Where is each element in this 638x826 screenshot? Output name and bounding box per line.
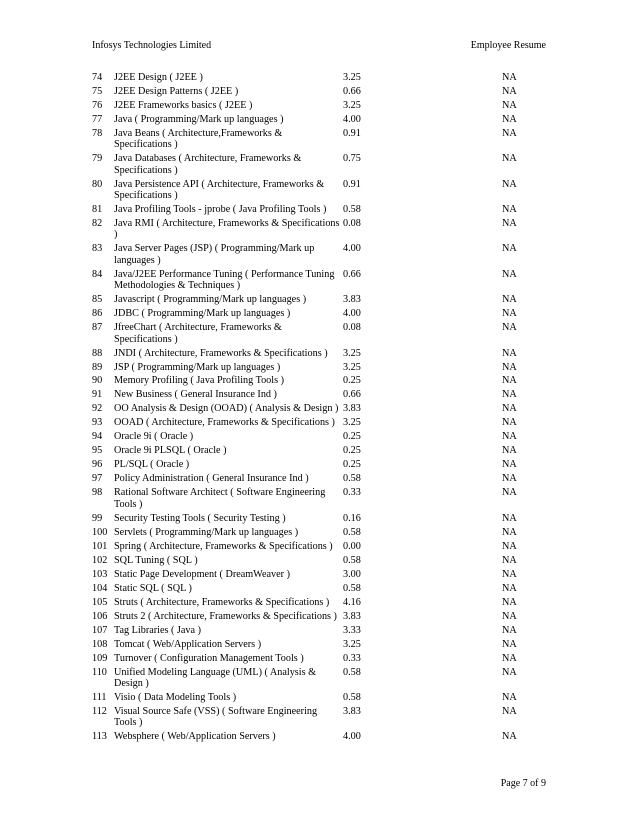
table-row (92, 611, 547, 625)
table-row (92, 403, 547, 417)
table-row (92, 114, 547, 128)
row-number: 74 (92, 72, 103, 83)
skill-score: 0.33 (343, 487, 361, 499)
row-number: 92 (92, 403, 103, 415)
skill-description (114, 667, 340, 690)
skill-description-line: PL/SQL ( Oracle ) (114, 459, 190, 471)
table-row (92, 706, 547, 731)
skill-rating: NA (502, 568, 517, 580)
row-number: 98 (92, 487, 103, 499)
table-row (92, 569, 547, 583)
table-row (92, 459, 547, 473)
skill-rating: NA (502, 731, 517, 743)
skill-score: 0.58 (343, 526, 361, 538)
skill-description-line: Java Beans ( Architecture,Frameworks & (114, 127, 283, 139)
skill-score: 0.16 (343, 512, 361, 524)
table-row (92, 375, 547, 389)
skill-description (114, 513, 340, 524)
table-row (92, 128, 547, 153)
row-number: 102 (92, 554, 108, 566)
skill-description (114, 473, 340, 484)
skill-score: 0.25 (343, 431, 361, 443)
row-number: 76 (92, 99, 103, 111)
row-number: 90 (92, 375, 103, 387)
skill-description (114, 114, 340, 125)
page-header (92, 40, 546, 54)
skill-description-line: Javascript ( Programming/Mark up languages ) (114, 294, 307, 306)
skill-description-line: Visio ( Data Modeling Tools ) (114, 691, 237, 703)
skill-description-line: Tag Libraries ( Java ) (114, 624, 201, 636)
table-row (92, 653, 547, 667)
skill-description-line: Static SQL ( SQL ) (114, 582, 192, 594)
skill-score: 3.83 (343, 294, 361, 306)
skill-description-line: Oracle 9i PLSQL ( Oracle ) (114, 445, 227, 457)
row-number: 109 (92, 652, 108, 664)
skill-description-line: Java/J2EE Performance Tuning ( Performance Tuning (114, 268, 335, 280)
skill-description-line: Java RMI ( Architecture, Frameworks & Specifications (114, 218, 340, 230)
table-row (92, 445, 547, 459)
skill-rating: NA (502, 512, 517, 524)
row-number: 94 (92, 431, 103, 443)
table-row (92, 431, 547, 445)
skill-score: 3.00 (343, 568, 361, 580)
skill-rating: NA (502, 610, 517, 622)
skill-rating: NA (502, 361, 517, 373)
skill-score: 0.58 (343, 554, 361, 566)
skill-description (114, 611, 340, 622)
skill-description-line: Specifications ) (114, 164, 178, 176)
skill-rating: NA (502, 417, 517, 429)
skill-description-line: ) (114, 229, 118, 241)
row-number: 81 (92, 204, 103, 216)
table-row (92, 179, 547, 204)
skill-rating: NA (502, 153, 517, 165)
page-number: Page 7 of 9 (500, 778, 546, 789)
skill-score: 4.00 (343, 113, 361, 125)
skill-description-line: Java Databases ( Architecture, Frameworks & (114, 153, 302, 165)
skill-description (114, 459, 340, 470)
skill-score: 0.58 (343, 691, 361, 703)
row-number: 82 (92, 218, 103, 230)
row-number: 85 (92, 294, 103, 306)
skill-score: 3.33 (343, 624, 361, 636)
skill-description (114, 389, 340, 400)
skill-description (114, 527, 340, 538)
row-number: 104 (92, 582, 108, 594)
skills-table (92, 72, 547, 745)
skill-rating: NA (502, 705, 517, 717)
skill-rating: NA (502, 582, 517, 594)
table-row (92, 555, 547, 569)
skill-score: 0.66 (343, 85, 361, 97)
table-row (92, 86, 547, 100)
row-number: 78 (92, 127, 103, 139)
skill-rating: NA (502, 459, 517, 471)
skill-description-line: J2EE Design ( J2EE ) (114, 72, 203, 83)
skill-description-line: Visual Source Safe (VSS) ( Software Engineering (114, 705, 318, 717)
table-row (92, 294, 547, 308)
skill-rating: NA (502, 554, 517, 566)
skill-rating: NA (502, 99, 517, 111)
skill-description-line: JDBC ( Programming/Mark up languages ) (114, 308, 291, 320)
skill-description (114, 153, 340, 176)
skill-description-line: Specifications ) (114, 333, 178, 345)
skill-rating: NA (502, 218, 517, 230)
skill-description (114, 362, 340, 373)
row-number: 87 (92, 322, 103, 334)
skill-rating: NA (502, 638, 517, 650)
skill-description (114, 431, 340, 442)
skill-description (114, 204, 340, 215)
row-number: 105 (92, 596, 108, 608)
skill-description-line: Specifications ) (114, 139, 178, 151)
skill-rating: NA (502, 596, 517, 608)
table-row (92, 218, 547, 243)
skill-rating: NA (502, 178, 517, 190)
row-number: 86 (92, 308, 103, 320)
skill-description (114, 348, 340, 359)
skill-description (114, 86, 340, 97)
row-number: 95 (92, 445, 103, 457)
skill-rating: NA (502, 652, 517, 664)
skill-rating: NA (502, 294, 517, 306)
table-row (92, 322, 547, 347)
skill-description (114, 128, 340, 151)
skill-score: 3.25 (343, 347, 361, 359)
row-number: 111 (92, 691, 107, 703)
skill-score: 0.91 (343, 178, 361, 190)
skill-score: 4.00 (343, 731, 361, 743)
table-row (92, 473, 547, 487)
skill-description (114, 72, 340, 83)
skill-description (114, 541, 340, 552)
table-row (92, 72, 547, 86)
skill-description (114, 445, 340, 456)
skill-score: 3.25 (343, 361, 361, 373)
skill-rating: NA (502, 72, 517, 83)
row-number: 107 (92, 624, 108, 636)
skill-score: 0.33 (343, 652, 361, 664)
row-number: 106 (92, 610, 108, 622)
skill-rating: NA (502, 389, 517, 401)
document-title: Employee Resume (470, 40, 546, 51)
skill-description-line: Rational Software Architect ( Software Engineering (114, 487, 326, 499)
skill-description-line: J2EE Frameworks basics ( J2EE ) (114, 99, 253, 111)
skill-score: 3.25 (343, 638, 361, 650)
table-row (92, 513, 547, 527)
skill-score: 0.25 (343, 445, 361, 457)
skill-rating: NA (502, 487, 517, 499)
skill-score: 0.25 (343, 459, 361, 471)
table-row (92, 417, 547, 431)
skill-description (114, 375, 340, 386)
table-row (92, 487, 547, 512)
skill-description-line: New Business ( General Insurance Ind ) (114, 389, 277, 401)
skill-rating: NA (502, 113, 517, 125)
table-row (92, 269, 547, 294)
skill-description-line: Oracle 9i ( Oracle ) (114, 431, 194, 443)
skill-description (114, 308, 340, 319)
skill-score: 0.08 (343, 322, 361, 334)
skill-rating: NA (502, 473, 517, 485)
skill-description-line: OO Analysis & Design (OOAD) ( Analysis & Design ) (114, 403, 339, 415)
skill-description-line: Java Persistence API ( Architecture, Frameworks & (114, 178, 325, 190)
skill-rating: NA (502, 375, 517, 387)
skill-rating: NA (502, 308, 517, 320)
skill-description (114, 179, 340, 202)
skill-description (114, 417, 340, 428)
row-number: 110 (92, 666, 107, 678)
skill-description-line: JNDI ( Architecture, Frameworks & Specifications ) (114, 347, 328, 359)
row-number: 101 (92, 540, 108, 552)
table-row (92, 583, 547, 597)
skill-description-line: Java Profiling Tools - jprobe ( Java Profiling Tools ) (114, 204, 327, 216)
skill-description-line: Policy Administration ( General Insurance Ind ) (114, 473, 309, 485)
table-row (92, 639, 547, 653)
table-row (92, 100, 547, 114)
row-number: 75 (92, 85, 103, 97)
skill-description-line: Struts 2 ( Architecture, Frameworks & Specifications ) (114, 610, 337, 622)
skill-score: 4.00 (343, 308, 361, 320)
skill-score: 0.66 (343, 389, 361, 401)
skill-score: 0.00 (343, 540, 361, 552)
skill-description (114, 706, 340, 729)
skill-score: 3.25 (343, 417, 361, 429)
skill-description-line: Static Page Development ( DreamWeaver ) (114, 568, 290, 580)
skill-score: 3.25 (343, 72, 361, 83)
skill-description (114, 583, 340, 594)
skill-score: 0.58 (343, 204, 361, 216)
company-name: Infosys Technologies Limited (92, 40, 212, 51)
skill-rating: NA (502, 526, 517, 538)
row-number: 113 (92, 731, 107, 743)
skill-description (114, 597, 340, 608)
skill-description (114, 555, 340, 566)
row-number: 108 (92, 638, 108, 650)
skill-description-line: Specifications ) (114, 190, 178, 202)
skill-score: 4.00 (343, 243, 361, 255)
skill-description (114, 487, 340, 510)
skill-score: 3.83 (343, 610, 361, 622)
table-row (92, 243, 547, 268)
skill-description (114, 653, 340, 664)
skill-description (114, 692, 340, 703)
skill-score: 3.83 (343, 403, 361, 415)
skill-description-line: Methodologies & Techniques ) (114, 280, 241, 292)
skill-description-line: languages ) (114, 254, 161, 266)
skill-score: 0.25 (343, 375, 361, 387)
skill-description-line: OOAD ( Architecture, Frameworks & Specifications ) (114, 417, 335, 429)
row-number: 112 (92, 705, 107, 717)
row-number: 77 (92, 113, 103, 125)
row-number: 96 (92, 459, 103, 471)
row-number: 89 (92, 361, 103, 373)
skill-description-line: Websphere ( Web/Application Servers ) (114, 731, 276, 743)
table-row (92, 731, 547, 745)
skill-rating: NA (502, 431, 517, 443)
skill-description-line: Java ( Programming/Mark up languages ) (114, 113, 284, 125)
skill-description-line: SQL Tuning ( SQL ) (114, 554, 198, 566)
row-number: 84 (92, 268, 103, 280)
skill-description (114, 322, 340, 345)
table-row (92, 692, 547, 706)
skill-description-line: JSP ( Programming/Mark up languages ) (114, 361, 281, 373)
skill-score: 3.25 (343, 99, 361, 111)
skill-rating: NA (502, 268, 517, 280)
table-row (92, 308, 547, 322)
skill-score: 0.58 (343, 473, 361, 485)
row-number: 80 (92, 178, 103, 190)
row-number: 79 (92, 153, 103, 165)
skill-description (114, 243, 340, 266)
skill-description-line: Tools ) (114, 717, 143, 729)
skill-description (114, 100, 340, 111)
skill-rating: NA (502, 540, 517, 552)
skill-rating: NA (502, 691, 517, 703)
skill-description-line: Spring ( Architecture, Frameworks & Specifications ) (114, 540, 333, 552)
table-row (92, 348, 547, 362)
row-number: 100 (92, 526, 108, 538)
skill-score: 0.58 (343, 582, 361, 594)
table-row (92, 541, 547, 555)
skill-description-line: Tools ) (114, 498, 143, 510)
skill-description-line: J2EE Design Patterns ( J2EE ) (114, 85, 239, 97)
skill-rating: NA (502, 204, 517, 216)
row-number: 99 (92, 512, 103, 524)
skill-rating: NA (502, 85, 517, 97)
skill-rating: NA (502, 445, 517, 457)
skill-description (114, 294, 340, 305)
table-row (92, 527, 547, 541)
skill-description-line: Java Server Pages (JSP) ( Programming/Mark up (114, 243, 315, 255)
skill-rating: NA (502, 243, 517, 255)
skill-rating: NA (502, 666, 517, 678)
row-number: 91 (92, 389, 103, 401)
skill-score: 4.16 (343, 596, 361, 608)
skill-description-line: Tomcat ( Web/Application Servers ) (114, 638, 262, 650)
skill-description-line: Unified Modeling Language (UML) ( Analysis & (114, 666, 317, 678)
row-number: 93 (92, 417, 103, 429)
skill-description-line: Security Testing Tools ( Security Testing ) (114, 512, 286, 524)
table-row (92, 362, 547, 376)
skill-score: 0.08 (343, 218, 361, 230)
skill-score: 0.91 (343, 127, 361, 139)
skill-rating: NA (502, 127, 517, 139)
skill-description-line: Design ) (114, 677, 149, 689)
row-number: 97 (92, 473, 103, 485)
skill-rating: NA (502, 624, 517, 636)
skill-description (114, 218, 340, 241)
skill-score: 0.75 (343, 153, 361, 165)
skill-score: 0.66 (343, 268, 361, 280)
row-number: 88 (92, 347, 103, 359)
skill-description (114, 639, 340, 650)
skill-description (114, 269, 340, 292)
table-row (92, 667, 547, 692)
table-row (92, 625, 547, 639)
skill-score: 0.58 (343, 666, 361, 678)
skill-rating: NA (502, 403, 517, 415)
skill-description-line: Struts ( Architecture, Frameworks & Specifications ) (114, 596, 330, 608)
skill-description (114, 403, 340, 414)
skill-description (114, 731, 340, 742)
skill-description-line: Turnover ( Configuration Management Tools ) (114, 652, 304, 664)
skill-rating: NA (502, 322, 517, 334)
skill-description-line: JfreeChart ( Architecture, Frameworks & (114, 322, 282, 334)
row-number: 83 (92, 243, 103, 255)
table-row (92, 389, 547, 403)
skill-score: 3.83 (343, 705, 361, 717)
skill-description (114, 625, 340, 636)
row-number: 103 (92, 568, 108, 580)
skill-rating: NA (502, 347, 517, 359)
table-row (92, 153, 547, 178)
skill-description-line: Memory Profiling ( Java Profiling Tools ) (114, 375, 285, 387)
skill-description (114, 569, 340, 580)
table-row (92, 597, 547, 611)
skill-description-line: Servlets ( Programming/Mark up languages ) (114, 526, 299, 538)
table-row (92, 204, 547, 218)
